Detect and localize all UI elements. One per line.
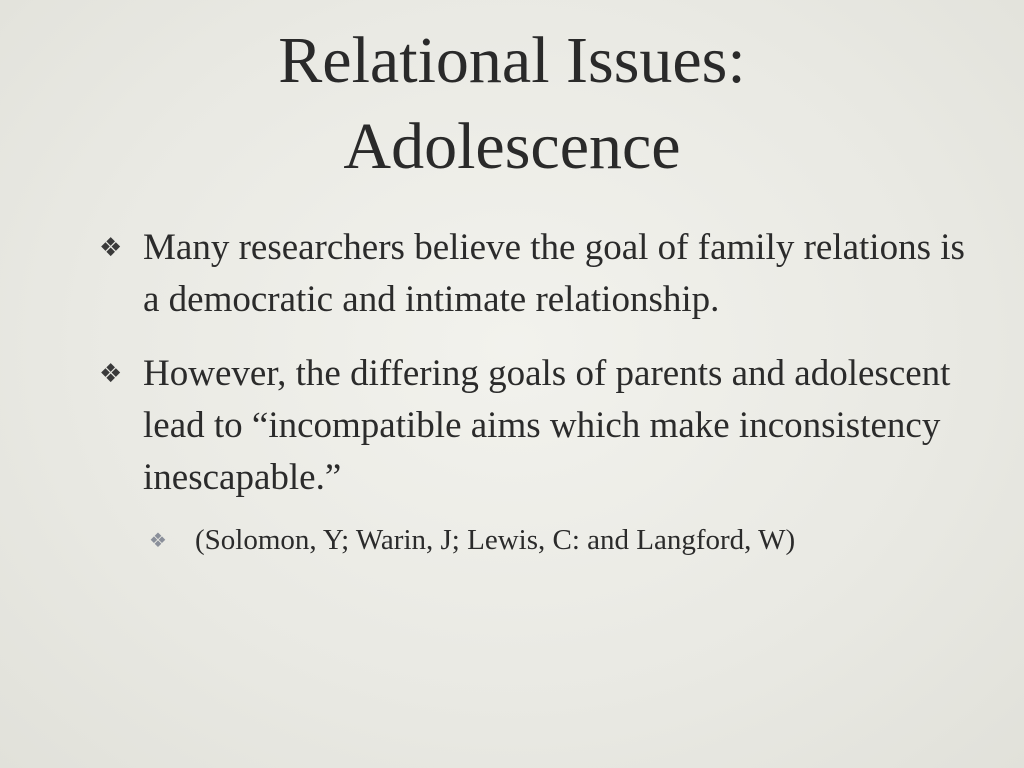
diamond-bullet-icon: ❖ — [149, 528, 167, 552]
bullet-text: However, the differing goals of parents and adolescent lead to “incompatible aims which make inconsistency inescapable.” — [143, 353, 951, 498]
slide-content — [95, 222, 975, 560]
sub-bullet-item — [143, 520, 975, 560]
bullet-item — [95, 222, 975, 326]
slide-title — [0, 18, 1024, 190]
slide-title-line-1: Relational Issues: — [278, 24, 746, 97]
slide-title-line-2: Adolescence — [343, 110, 681, 183]
bullet-item — [95, 348, 975, 504]
diamond-bullet-icon: ❖ — [99, 359, 123, 389]
diamond-bullet-icon: ❖ — [99, 233, 123, 263]
bullet-text: Many researchers believe the goal of family relations is a democratic and intimate relationship. — [143, 227, 965, 320]
citation-text: (Solomon, Y; Warin, J; Lewis, C: and Langford, W) — [195, 524, 796, 556]
